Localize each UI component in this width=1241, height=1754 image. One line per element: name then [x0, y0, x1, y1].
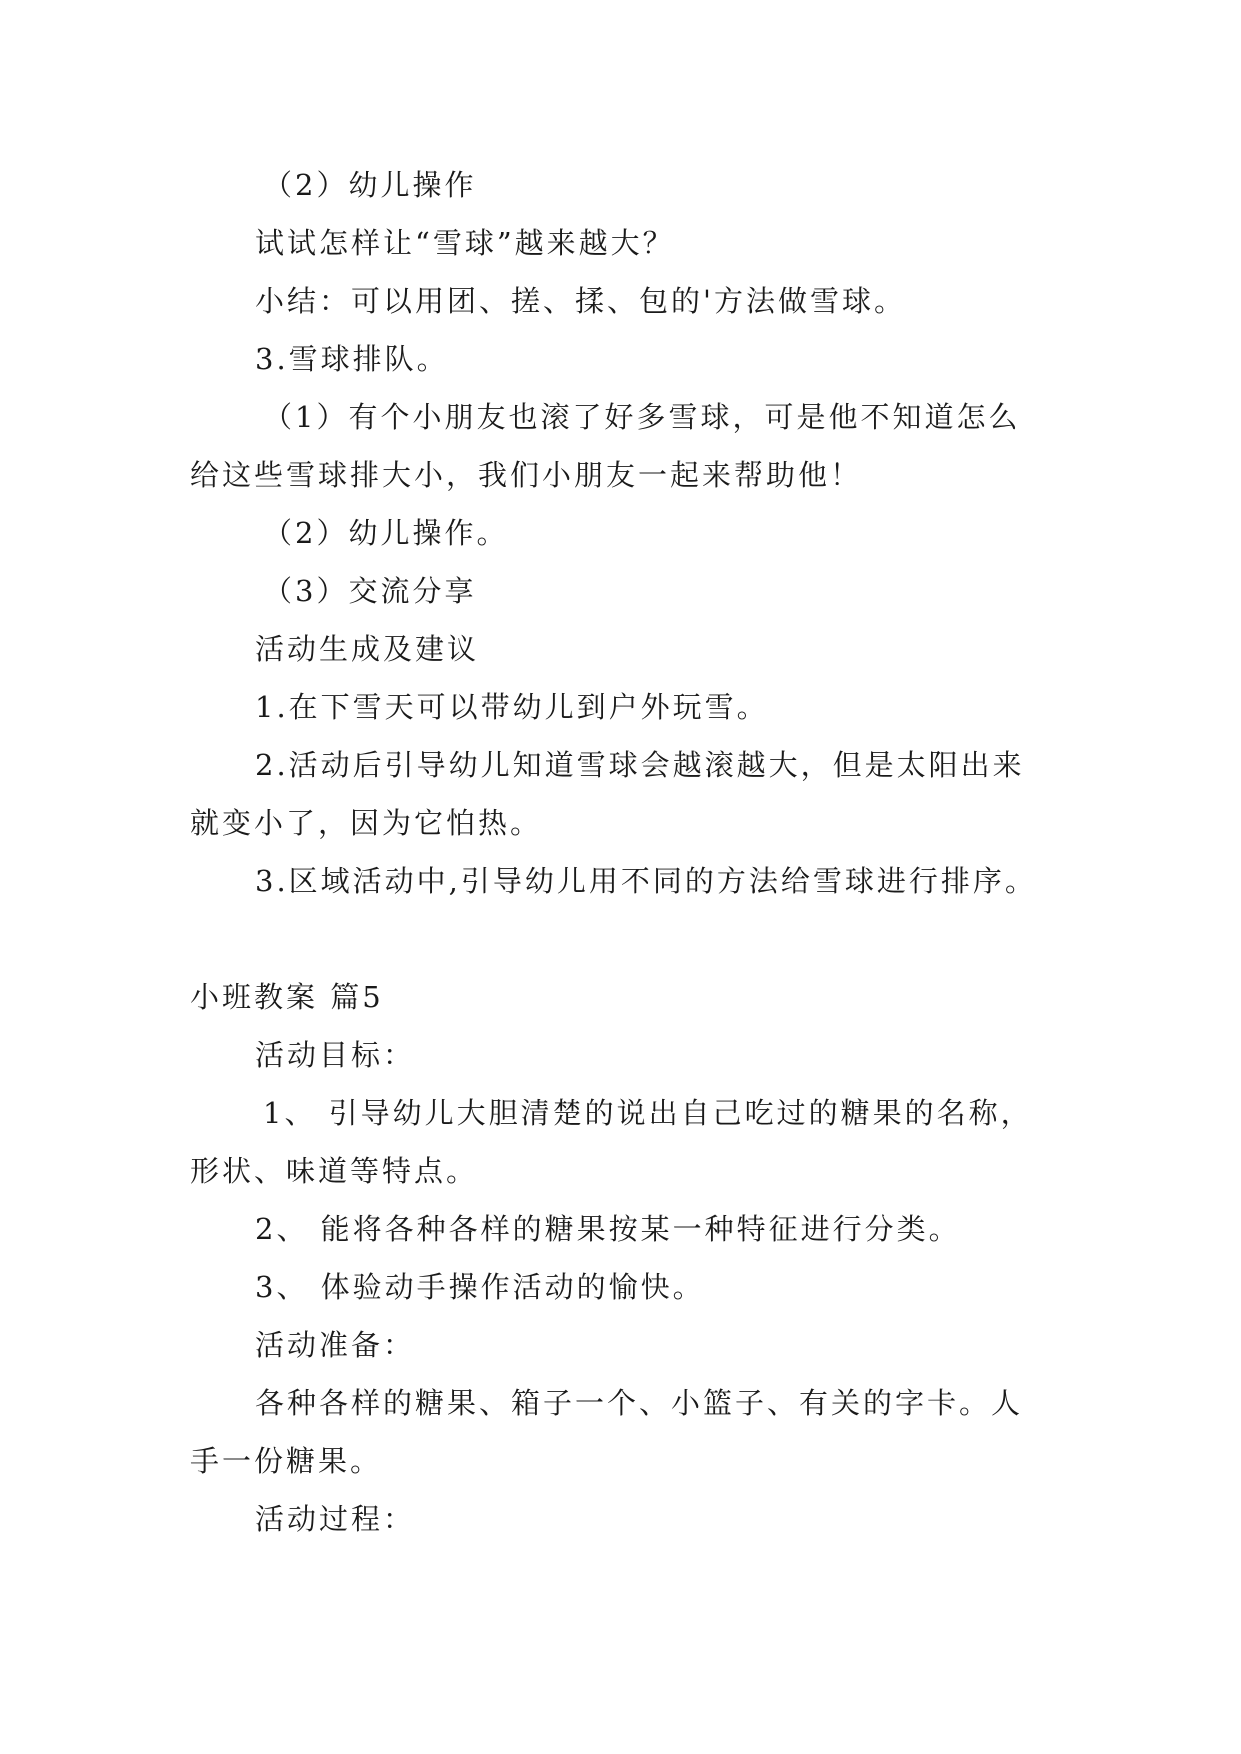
paragraph-line: 3.雪球排队。: [255, 342, 449, 376]
paragraph-line: （2）幼儿操作: [263, 168, 477, 202]
paragraph-line: 活动生成及建议: [255, 632, 480, 666]
paragraph-line: 活动准备：: [255, 1328, 416, 1362]
paragraph-line: 给这些雪球排大小，我们小朋友一起来帮助他！: [190, 458, 863, 492]
paragraph-line: 2.活动后引导幼儿知道雪球会越滚越大，但是太阳出来: [255, 748, 1025, 782]
paragraph-line: 各种各样的糖果、箱子一个、小篮子、有关的字卡。人: [255, 1386, 1024, 1420]
paragraph-line: 2、 能将各种各样的糖果按某一种特征进行分类。: [255, 1212, 961, 1246]
paragraph-line: 形状、味道等特点。: [190, 1154, 479, 1188]
paragraph-line: 1、 引导幼儿大胆清楚的说出自己吃过的糖果的名称，: [263, 1096, 1033, 1130]
section-heading: 小班教案 篇5: [190, 980, 384, 1014]
paragraph-line: （3）交流分享: [263, 574, 477, 608]
paragraph-line: 就变小了，因为它怕热。: [190, 806, 543, 840]
paragraph-line: （2）幼儿操作。: [263, 516, 509, 550]
paragraph-line: （1）有个小朋友也滚了好多雪球，可是他不知道怎么: [263, 400, 1021, 434]
paragraph-line: 试试怎样让“雪球”越来越大？: [255, 226, 675, 260]
paragraph-line: 活动目标：: [255, 1038, 416, 1072]
paragraph-line: 活动过程：: [255, 1502, 416, 1536]
paragraph-line: 1.在下雪天可以带幼儿到户外玩雪。: [255, 690, 769, 724]
paragraph-line: 手一份糖果。: [190, 1444, 383, 1478]
paragraph-line: 3.区域活动中,引导幼儿用不同的方法给雪球进行排序。: [255, 864, 1037, 898]
paragraph-line: 3、 体验动手操作活动的愉快。: [255, 1270, 705, 1304]
paragraph-line: 小结：可以用团、搓、揉、包的'方法做雪球。: [255, 284, 906, 318]
